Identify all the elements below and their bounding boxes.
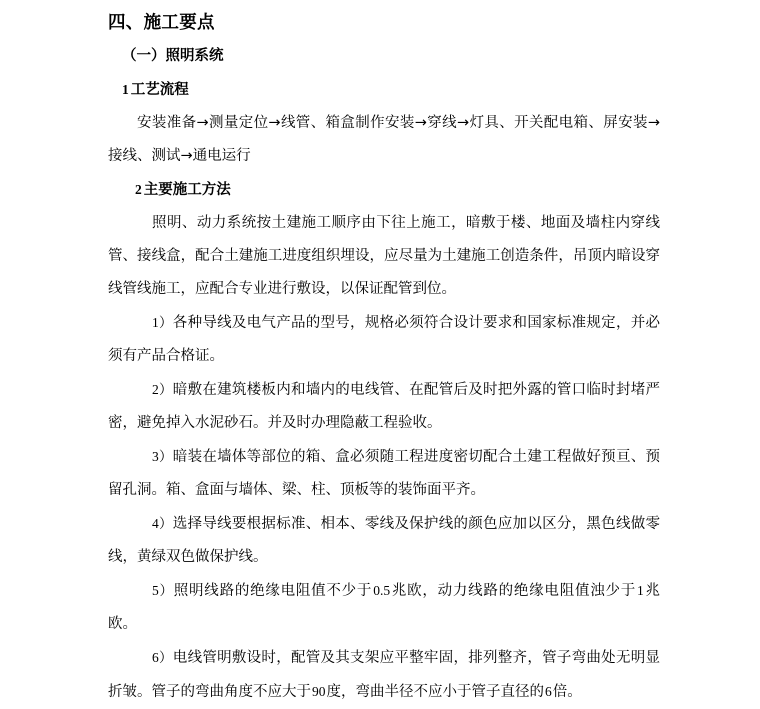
item-marker: 4） (152, 516, 173, 531)
subsection-number: 1 (122, 82, 129, 97)
subsection-title: 工艺流程 (130, 82, 189, 98)
item-text-middle: 兆欧，动力线路的绝缘电阻值浊少于 (391, 583, 637, 599)
item-marker: 3） (152, 449, 173, 464)
item-marker: 2） (152, 382, 173, 397)
section-heading-lighting-system: （一）照明系统 (122, 48, 224, 64)
subsection-heading-main-methods (108, 173, 660, 207)
item-text: 暗敷在建筑楼板内和墙内的电线管、在配管后及时把外露的管口临时封堵严密，避免掉入水泥砂石。并及时办理隐蔽工程验收。 (108, 382, 660, 431)
item-marker: 1） (152, 315, 173, 330)
numbered-item-5 (108, 574, 660, 641)
item-text-after: 兆欧。 (108, 583, 661, 632)
numbered-item-4 (108, 507, 660, 574)
process-flow-paragraph: 安装准备→测量定位→线管、箱盒制作安装→穿线→灯具、开关配电箱、屏安装→接线、测试→通电运行 (108, 115, 660, 164)
item-text: 各种导线及电气产品的型号，规格必须符合设计要求和国家标准规定，并必须有产品合格证。 (108, 315, 660, 364)
item-text: 选择导线要根据标准、相本、零线及保护线的颜色应加以区分，黑色线做零线，黄绿双色做保护线。 (108, 516, 660, 565)
bend-radius-multiple-value: 6 (545, 684, 552, 699)
item-text: 暗装在墙体等部位的箱、盒必须随工程进度密切配合土建工程做好预亘、预留孔洞。箱、盒面与墙体、梁、柱、顶板等的装饰面平齐。 (108, 449, 660, 498)
item-marker: 6） (152, 650, 173, 665)
document-body (108, 0, 660, 709)
bend-angle-value: 90 (312, 684, 326, 699)
page-title: 四、施工要点 (108, 13, 215, 33)
item-marker: 5） (152, 583, 174, 598)
numbered-item-2 (108, 373, 660, 440)
subsection-heading-process-flow (108, 73, 660, 107)
item-text-middle: 度，弯曲半径不应小于管子直径的 (326, 684, 544, 700)
numbered-item-3 (108, 440, 660, 507)
item-text-before: 电线管明敷设时，配管及其支架应平整牢固，排列整齐，管子弯曲处无明显折皱。管子的弯曲角度不应大于 (108, 650, 660, 700)
numbered-item-1 (108, 306, 660, 373)
intro-paragraph: 照明、动力系统按土建施工顺序由下往上施工，暗敷于楼、地面及墙柱内穿线管、接线盒，配合土建施工进度组织埋设，应尽量为土建施工创造条件，吊顶内暗设穿线管线施工，应配合专业进行敷设，以保证配管到位。 (108, 215, 660, 297)
insulation-resistance-lighting-value: 0.5 (373, 583, 391, 598)
numbered-item-6 (108, 641, 660, 709)
subsection-number: 2 (135, 182, 142, 197)
subsection-title: 主要施工方法 (143, 182, 231, 198)
insulation-resistance-power-value: 1 (637, 583, 644, 598)
item-text-after: 倍。 (552, 684, 582, 700)
item-text-before: 照明线路的绝缘电阻值不少于 (173, 583, 373, 599)
